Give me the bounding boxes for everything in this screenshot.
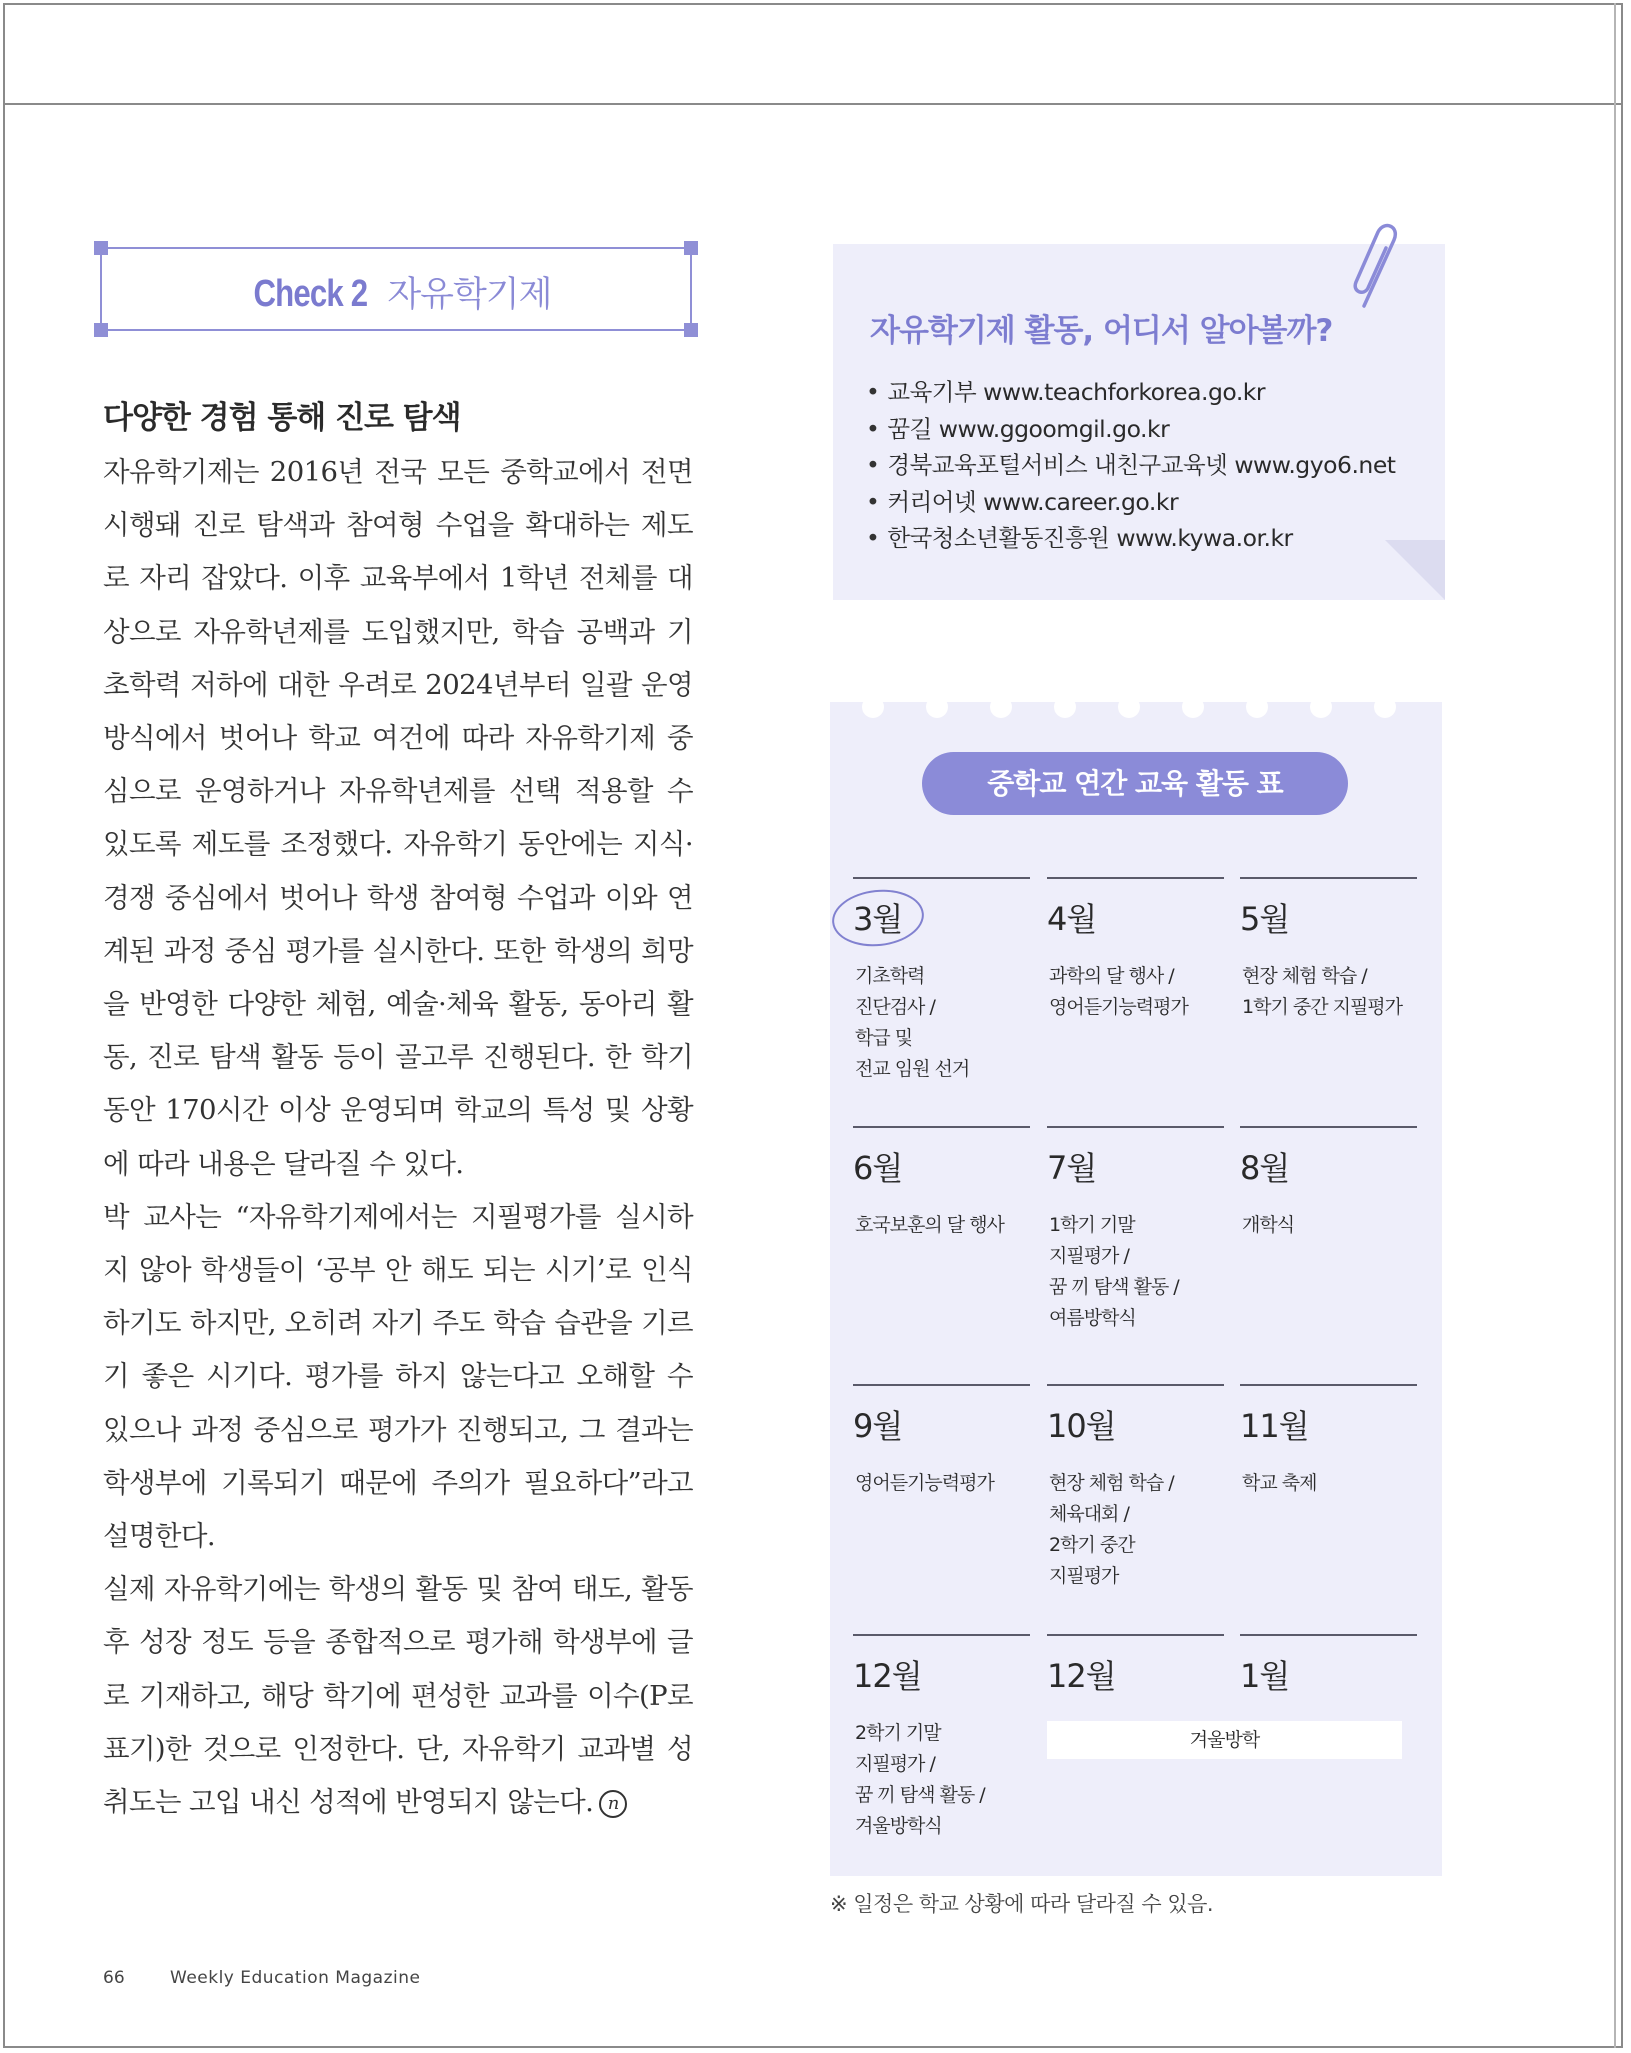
article-paragraph-text: 실제 자유학기에는 학생의 활동 및 참여 태도, 활동 후 성장 정도 등을 종합적으로 평가해 학생부에 글로 기재하고, 해당 학기에 편성한 교과를 이수(P로 표기)한 것으로 인정한다. 단, 자유학기 교과별 성취도는 고입 내신 성적에 반영되지 않는다. <box>103 1573 693 1819</box>
month-events: 학교 축제 <box>1242 1472 1317 1494</box>
section-header-box <box>100 247 692 331</box>
calendar-cell <box>1047 1126 1224 1329</box>
resource-list <box>866 374 1396 557</box>
page-number: 66 <box>103 1968 125 1988</box>
paperclip-icon <box>1350 222 1408 314</box>
month-events: 영어듣기능력평가 <box>855 1472 994 1494</box>
calendar-cell <box>1240 1634 1417 1695</box>
month-label: 4월 <box>1047 900 1097 938</box>
binder-hole <box>1118 696 1140 718</box>
calendar-cell <box>853 1126 1030 1236</box>
month-events: 현장 체험 학습 / 체육대회 / 2학기 중간 지필평가 <box>1049 1472 1174 1587</box>
article-paragraph: 자유학기제는 2016년 전국 모든 중학교에서 전면 시행돼 진로 탐색과 참여형 수업을 확대하는 제도로 자리 잡았다. 이후 교육부에서 1학년 전체를 대상으로 자유학년제를 도입했지만, 학습 공백과 기초학력 저하에 대한 우려로 2024년부터 일괄 운영 방식에서 벗어나 학교 여건에 따라 자유학기제 중심으로 운영하거나 자유학년제를 선택 적용할 수 있도록 제도를 조정했다. 자유학기 동안에는 지식·경쟁 중심에서 벗어나 학생 참여형 수업과 이와 연계된 과정 중심 평가를 실시한다. 또한 학생의 희망을 반영한 다양한 체험, 예술·체육 활동, 동아리 활동, 진로 탐색 활동 등이 골고루 진행된다. 한 학기 동안 170시간 이상 운영되며 학교의 특성 및 상황에 따라 내용은 달라질 수 있다. <box>103 456 693 1180</box>
month-events: 개학식 <box>1242 1214 1295 1236</box>
calendar-cell <box>853 1634 1030 1837</box>
corner-handle <box>94 241 108 255</box>
month-label: 12월 <box>853 1657 922 1695</box>
month-events: 과학의 달 행사 / 영어듣기능력평가 <box>1049 965 1188 1018</box>
month-label: 10월 <box>1047 1407 1116 1445</box>
calendar-cell <box>1240 877 1417 1018</box>
calendar-note: ※ 일정은 학교 상황에 따라 달라질 수 있음. <box>830 1892 1214 1916</box>
resource-item[interactable]: • 경북교육포털서비스 내친구교육넷 www.gyo6.net <box>866 447 1396 484</box>
binder-hole <box>1310 696 1332 718</box>
month-events: 기초학력 진단검사 / 학급 및 전교 임원 선거 <box>855 965 970 1080</box>
binder-hole <box>862 696 884 718</box>
article-paragraph: 박 교사는 “자유학기제에서는 지필평가를 실시하지 않아 학생들이 ‘공부 안 해도 되는 시기’로 인식하기도 하지만, 오히려 자기 주도 학습 습관을 기르기 좋은 시기다. 평가를 하지 않는다고 오해할 수 있으나 과정 중심으로 평가가 진행되고, 그 결과는 학생부에 기록되기 때문에 주의가 필요하다”라고 설명한다. <box>103 1200 693 1553</box>
month-events: 2학기 기말 지필평가 / 꿈 끼 탐색 활동 / 겨울방학식 <box>855 1722 985 1837</box>
resource-item[interactable]: • 한국청소년활동진흥원 www.kywa.or.kr <box>866 520 1396 557</box>
corner-handle <box>94 323 108 337</box>
month-events: 현장 체험 학습 / 1학기 중간 지필평가 <box>1242 965 1402 1018</box>
binder-hole <box>1246 696 1268 718</box>
calendar-cell <box>1047 1634 1224 1695</box>
binder-hole <box>990 696 1012 718</box>
right-gutter <box>1614 3 1616 2048</box>
corner-handle <box>684 241 698 255</box>
month-label: 12월 <box>1047 1657 1116 1695</box>
binder-hole <box>1054 696 1076 718</box>
binder-hole <box>926 696 948 718</box>
month-label: 3월 <box>853 900 903 938</box>
month-label: 6월 <box>853 1149 903 1187</box>
info-box-title: 자유학기제 활동, 어디서 알아볼까? <box>870 313 1333 349</box>
resource-item[interactable]: • 교육기부 www.teachforkorea.go.kr <box>866 374 1396 411</box>
end-mark-icon: n <box>599 1790 627 1818</box>
month-events: 1학기 기말 지필평가 / 꿈 끼 탐색 활동 / 여름방학식 <box>1049 1214 1179 1329</box>
calendar-cell <box>853 877 1030 1080</box>
month-label: 8월 <box>1240 1149 1290 1187</box>
month-events: 호국보훈의 달 행사 <box>855 1214 1004 1236</box>
month-label: 9월 <box>853 1407 903 1445</box>
section-header <box>102 267 690 317</box>
winter-break-bar: 겨울방학 <box>1047 1721 1402 1759</box>
corner-handle <box>684 323 698 337</box>
calendar-cell <box>1047 1384 1224 1587</box>
month-label: 1월 <box>1240 1657 1290 1695</box>
section-number: Check 2 <box>253 273 367 315</box>
section-title: 자유학기제 <box>387 275 552 315</box>
article-body <box>103 446 693 1829</box>
month-label: 7월 <box>1047 1149 1097 1187</box>
article-heading: 다양한 경험 통해 진로 탐색 <box>103 400 461 436</box>
calendar-title: 중학교 연간 교육 활동 표 <box>922 752 1348 815</box>
resource-item[interactable]: • 꿈길 www.ggoomgil.go.kr <box>866 411 1396 448</box>
calendar-cell <box>853 1384 1030 1494</box>
calendar-cell <box>1240 1126 1417 1236</box>
top-rule <box>3 103 1623 105</box>
month-label: 5월 <box>1240 900 1290 938</box>
binder-hole <box>1374 696 1396 718</box>
magazine-name: Weekly Education Magazine <box>170 1968 421 1988</box>
resource-item[interactable]: • 커리어넷 www.career.go.kr <box>866 484 1396 521</box>
month-label: 11월 <box>1240 1407 1309 1445</box>
calendar-cell <box>1047 877 1224 1018</box>
article-paragraph <box>103 1563 693 1829</box>
binder-hole <box>1182 696 1204 718</box>
calendar-cell <box>1240 1384 1417 1494</box>
